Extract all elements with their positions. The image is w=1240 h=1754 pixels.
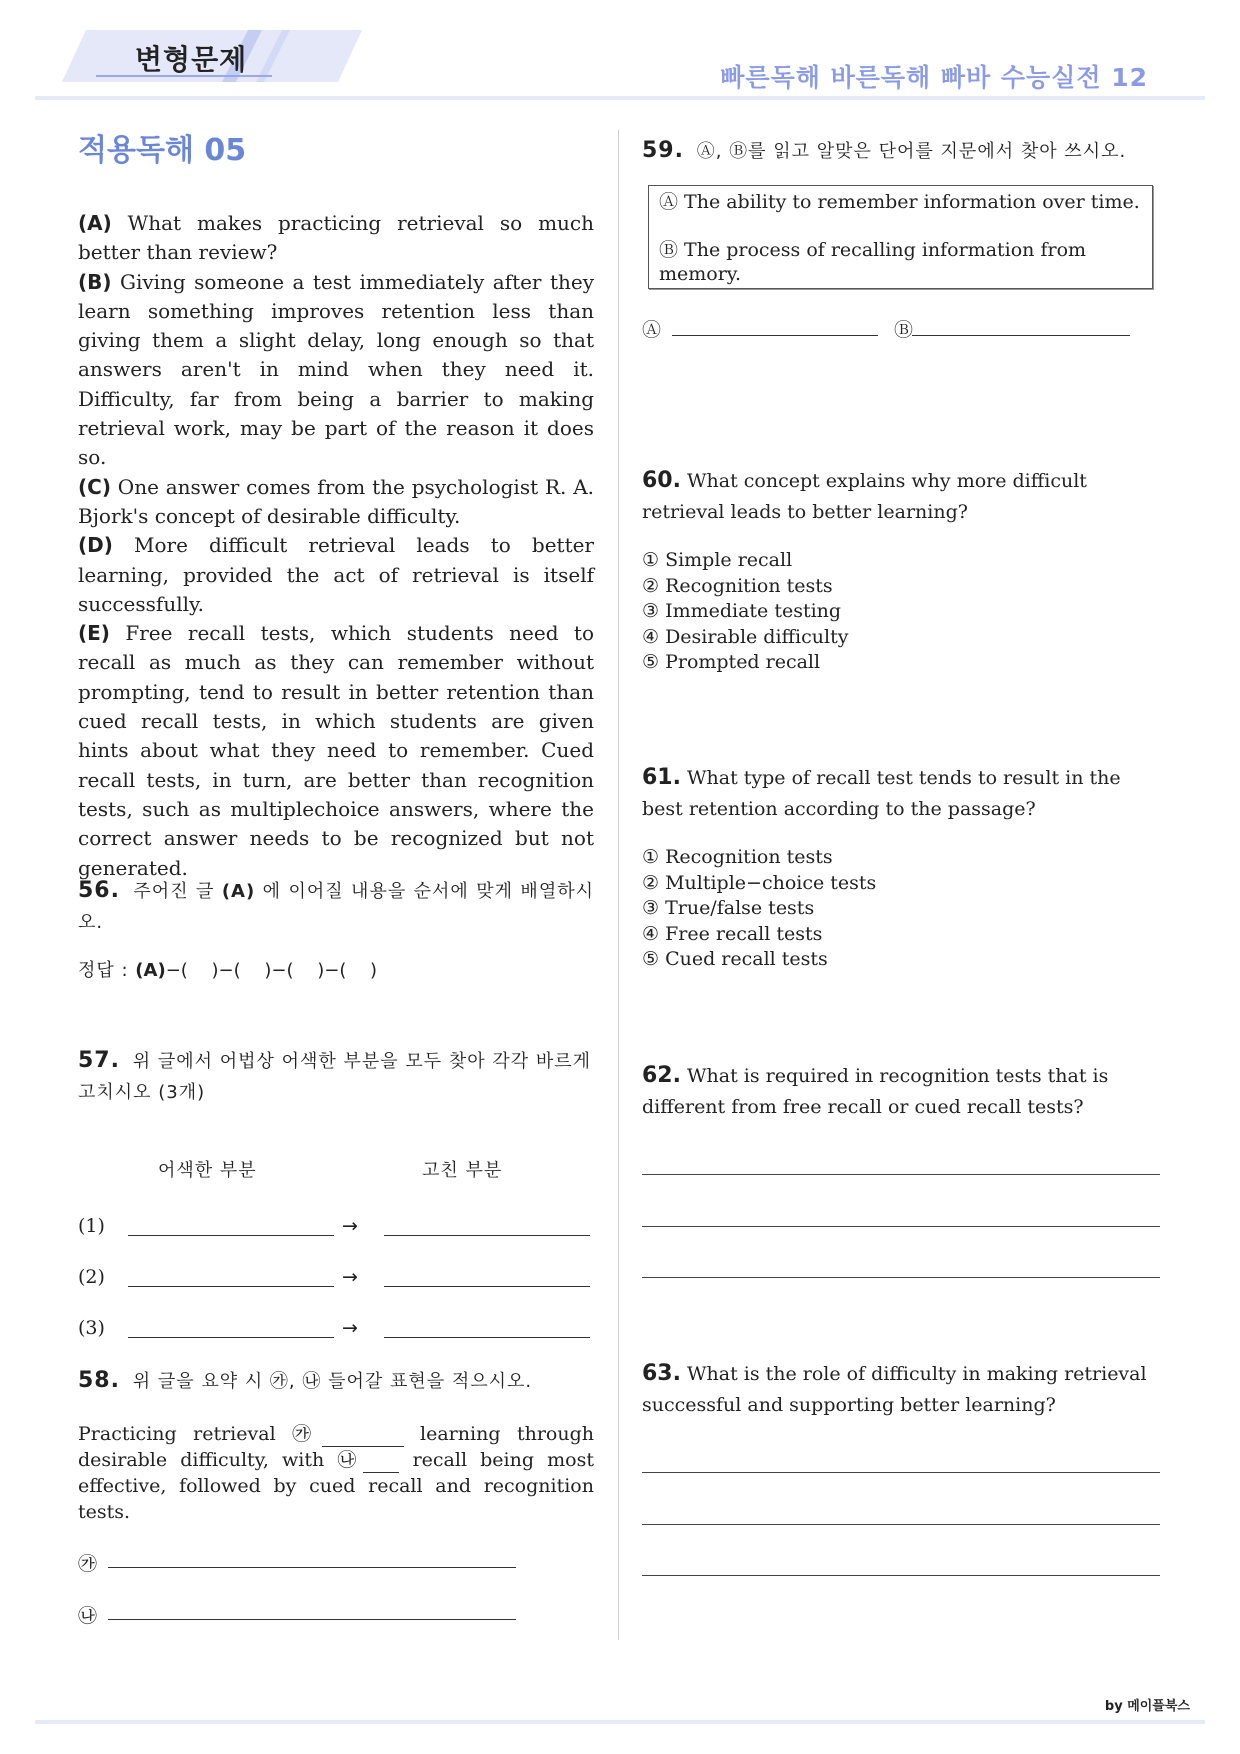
header-divider xyxy=(35,96,1205,100)
left-column xyxy=(78,125,594,1627)
answer-line[interactable] xyxy=(642,1524,1160,1525)
choice-item[interactable]: ⑤ Cued recall tests xyxy=(642,948,828,970)
paragraph-a: What makes practicing retrieval so much better than review? xyxy=(78,211,594,265)
publisher-credit: by 메이플북스 xyxy=(1104,1699,1190,1714)
question-61-number: 61. xyxy=(642,765,681,790)
question-62-prompt: 62. What is required in recognition tests that is different from free recall or cued recall tests? xyxy=(642,1063,1109,1118)
question-62-number: 62. xyxy=(642,1063,681,1088)
section-title: 적용독해 05 xyxy=(78,133,247,168)
answer-row-na: ㉯ xyxy=(78,1599,594,1629)
answer-input-na[interactable] xyxy=(108,1599,516,1620)
definition-b: Ⓑ The process of recalling information from memory. xyxy=(659,239,1087,285)
paragraph-c: One answer comes from the psychologist R. A. Bjork's concept of desirable difficulty. xyxy=(78,474,594,528)
fixed-part-input[interactable] xyxy=(384,1266,590,1287)
column-header-wrong: 어색한 부분 xyxy=(158,1160,257,1181)
question-59 xyxy=(642,135,1162,345)
summary-blank-ga[interactable] xyxy=(322,1430,404,1447)
paragraph-mark-c: (C) xyxy=(78,474,111,499)
choice-item[interactable]: ② Recognition tests xyxy=(642,574,833,597)
column-divider xyxy=(618,130,619,1640)
wrong-part-input[interactable] xyxy=(128,1215,334,1236)
wrong-part-input[interactable] xyxy=(128,1317,334,1338)
definition-box xyxy=(648,185,1153,289)
answer-line[interactable] xyxy=(642,1174,1160,1175)
choice-item[interactable]: ③ True/false tests xyxy=(642,897,815,919)
summary-text: Practicing retrieval ㉮ learning through desirable difficulty, with ㉯ recall being most effective, followed by cued recall and recognition tests. xyxy=(78,1423,594,1523)
answer-line[interactable] xyxy=(642,1472,1160,1473)
series-title: 빠른독해 바른독해 빠바 수능실전 12 xyxy=(720,63,1148,92)
question-63-number: 63. xyxy=(642,1361,681,1386)
question-57-prompt: 57. 위 글에서 어법상 어색한 부분을 모두 찾아 각각 바르게 고치시오 (3개) xyxy=(78,1048,592,1103)
question-56-prompt: 56. 주어진 글 (A) 에 이어질 내용을 순서에 맞게 배열하시오. xyxy=(78,878,594,933)
paragraph-mark-a: (A) xyxy=(78,211,112,235)
choice-item[interactable]: ② Multiple−choice tests xyxy=(642,871,877,894)
answer-input-b[interactable] xyxy=(912,315,1130,336)
question-59-number: 59. xyxy=(642,138,684,163)
paragraph-b: Giving someone a test immediately after they learn something improves retention less than giving them a slight delay, long enough so that answers aren't in mind when they need it. Difficulty, far from being a barrier to making retrieval work, may be part of the reason it does so. xyxy=(78,269,594,470)
choice-list xyxy=(642,845,1162,973)
blank-marker-ga: ㉮ xyxy=(292,1423,322,1445)
paragraph-d: More difficult retrieval leads to better learning, provided the act of retrieval is itself successfully. xyxy=(78,533,594,616)
question-60-number: 60. xyxy=(642,468,681,493)
question-56-answer[interactable]: 정답 : (A)−( )−( )−( )−( ) xyxy=(78,960,378,981)
blank-marker-na: ㉯ xyxy=(337,1449,364,1471)
answer-row: Ⓐ Ⓑ xyxy=(642,315,1162,345)
question-60 xyxy=(642,465,1162,676)
choice-item[interactable]: ③ Immediate testing xyxy=(642,600,842,622)
question-61 xyxy=(642,762,1162,973)
header-label: 변형문제 xyxy=(135,43,248,76)
paragraph-mark-d: (D) xyxy=(78,533,113,558)
paragraph-mark-b: (B) xyxy=(78,269,112,294)
question-57-number: 57. xyxy=(78,1048,120,1073)
arrow-icon: → xyxy=(342,1215,358,1237)
choice-item[interactable]: ① Recognition tests xyxy=(642,846,833,868)
footer-divider xyxy=(35,1720,1205,1724)
correction-row: (2) → xyxy=(78,1266,594,1296)
question-59-prompt: 59. Ⓐ, Ⓑ를 읽고 알맞은 단어를 지문에서 찾아 쓰시오. xyxy=(642,138,1127,163)
fixed-part-input[interactable] xyxy=(384,1317,590,1338)
question-62 xyxy=(642,1060,1162,1300)
choice-item[interactable]: ④ Free recall tests xyxy=(642,922,823,945)
paragraph-ref: (A) xyxy=(221,881,256,902)
question-58-prompt: 58. 위 글을 요약 시 ㉮, ㉯ 들어갈 표현을 적으시오. xyxy=(78,1368,533,1393)
paragraph-mark-e: (E) xyxy=(78,621,110,646)
passage-text xyxy=(78,209,594,883)
column-header-fixed: 고친 부분 xyxy=(422,1160,503,1181)
question-63 xyxy=(642,1358,1162,1598)
paragraph-e: Free recall tests, which students need to recall as much as they can remember without prompting, tend to result in better retention than cued recall tests, in which students are given hints about what they need to remember. Cued recall tests, in turn, are better than recognition tests, such as multiplechoice answers, where the correct answer needs to be recognized but not generated. xyxy=(78,621,594,880)
answer-input-a[interactable] xyxy=(672,315,878,336)
passage xyxy=(78,209,594,883)
correction-row: (3) → xyxy=(78,1317,594,1347)
wrong-part-input[interactable] xyxy=(128,1266,334,1287)
fixed-part-input[interactable] xyxy=(384,1215,590,1236)
answer-order-blanks[interactable]: −( )−( )−( )−( ) xyxy=(165,960,378,981)
answer-line[interactable] xyxy=(642,1277,1160,1278)
question-60-prompt: 60. What concept explains why more difficult retrieval leads to better learning? xyxy=(642,468,1087,523)
answer-line[interactable] xyxy=(642,1226,1160,1227)
choice-item[interactable]: ① Simple recall xyxy=(642,549,793,571)
question-56-number: 56. xyxy=(78,878,120,903)
arrow-icon: → xyxy=(342,1266,358,1288)
answer-label: 정답 : xyxy=(78,960,136,981)
question-63-prompt: 63. What is the role of difficulty in making retrieval successful and supporting better learning? xyxy=(642,1361,1147,1416)
choice-item[interactable]: ⑤ Prompted recall xyxy=(642,651,821,673)
question-58 xyxy=(78,1365,594,1629)
definition-a: Ⓐ The ability to remember information over time. xyxy=(659,191,1140,213)
answer-input-ga[interactable] xyxy=(108,1547,516,1568)
choice-list xyxy=(642,548,1162,676)
summary-blank-na[interactable] xyxy=(363,1456,399,1473)
arrow-icon: → xyxy=(342,1317,358,1339)
question-58-number: 58. xyxy=(78,1368,120,1393)
choice-item[interactable]: ④ Desirable difficulty xyxy=(642,625,849,648)
question-56 xyxy=(78,875,594,986)
correction-row: (1) → xyxy=(78,1215,594,1245)
answer-row-ga: ㉮ xyxy=(78,1547,594,1577)
question-61-prompt: 61. What type of recall test tends to result in the best retention according to the passage? xyxy=(642,765,1121,820)
answer-line[interactable] xyxy=(642,1575,1160,1576)
